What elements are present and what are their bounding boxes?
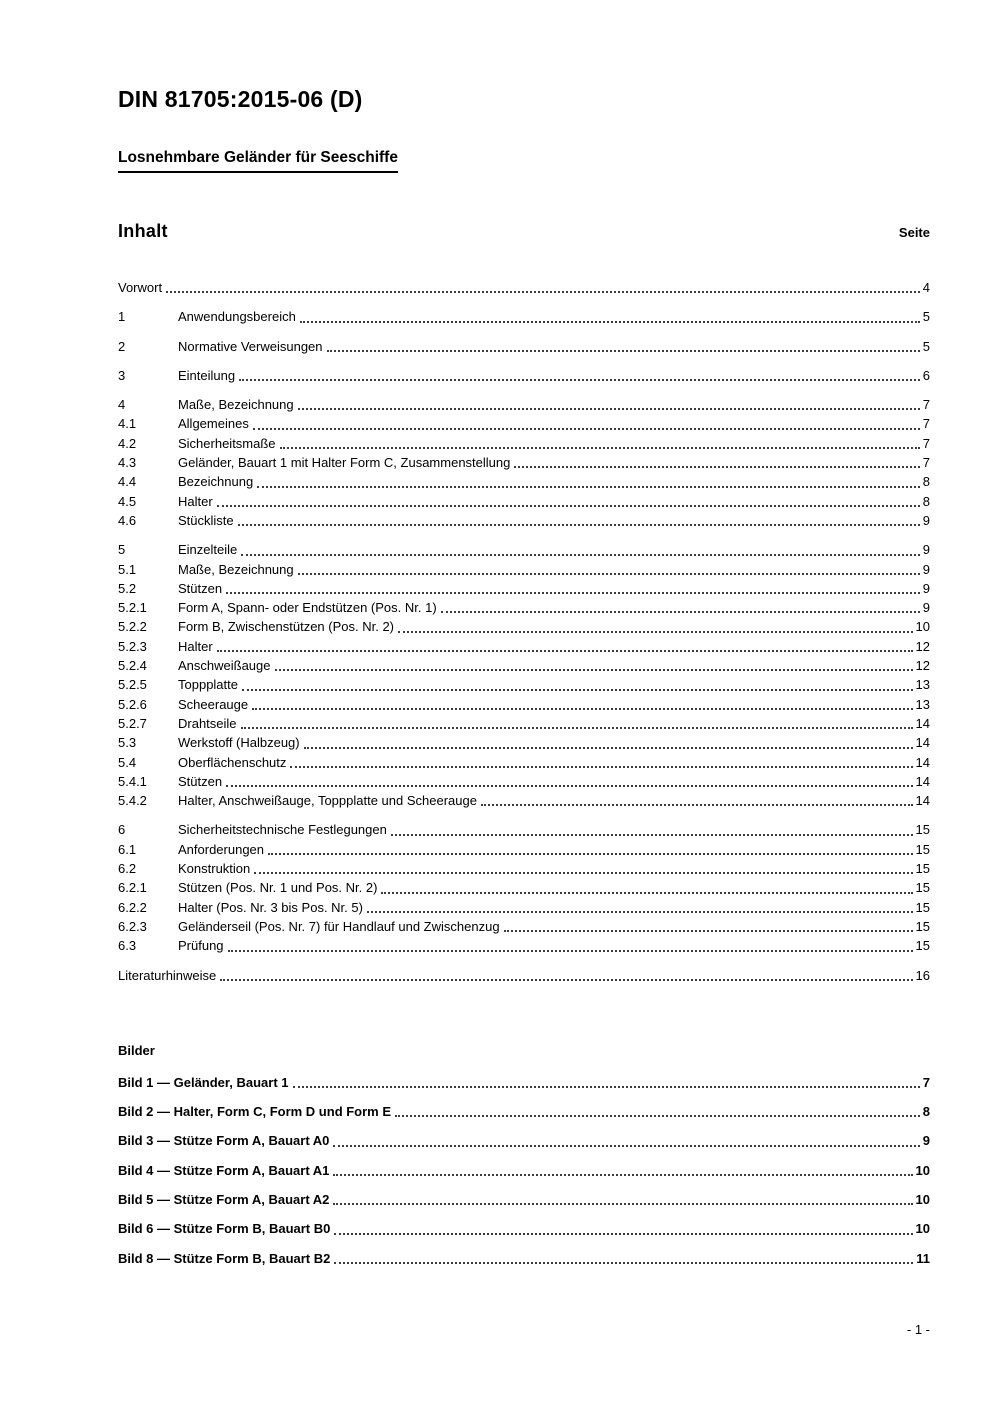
figures-heading: Bilder bbox=[118, 1042, 155, 1058]
toc-entry bbox=[118, 434, 930, 453]
toc-entry-page: 9 bbox=[922, 542, 930, 558]
toc-entry-number: 6.1 bbox=[118, 841, 137, 857]
toc-entry-title: Bild 8 — Stütze Form B, Bauart B2 bbox=[118, 1250, 331, 1266]
toc-entry-title: Allgemeines bbox=[178, 416, 249, 432]
toc-leader-dots bbox=[275, 669, 913, 671]
toc-entry bbox=[118, 878, 930, 897]
toc-entry-page: 8 bbox=[922, 1104, 930, 1120]
toc-entry bbox=[118, 656, 930, 675]
toc-entry-title: Anwendungsbereich bbox=[178, 309, 296, 325]
toc-entry-number: 5.2.7 bbox=[118, 715, 147, 731]
toc-entry-title: Geländer, Bauart 1 mit Halter Form C, Zusammenstellung bbox=[178, 455, 511, 471]
toc-entry-page: 15 bbox=[915, 822, 930, 838]
toc-header-row bbox=[118, 221, 930, 242]
toc-entry-page: 10 bbox=[915, 1162, 930, 1178]
figure-entry bbox=[118, 1161, 930, 1180]
toc-entry-page: 15 bbox=[915, 938, 930, 954]
toc-leader-dots bbox=[228, 950, 913, 952]
toc-entry bbox=[118, 560, 930, 579]
toc-entry-title: Halter bbox=[178, 638, 213, 654]
toc-entry bbox=[118, 936, 930, 955]
toc-entry bbox=[118, 733, 930, 752]
toc-entry bbox=[118, 366, 930, 385]
toc-entry-title: Halter (Pos. Nr. 3 bis Pos. Nr. 5) bbox=[178, 899, 363, 915]
toc-entry-title: Bild 1 — Geländer, Bauart 1 bbox=[118, 1074, 289, 1090]
toc-entry-page: 7 bbox=[922, 435, 930, 451]
toc-leader-dots bbox=[367, 911, 913, 913]
toc-entry-number: 6.2 bbox=[118, 861, 137, 877]
toc-leader-dots bbox=[217, 505, 920, 507]
toc-entry bbox=[118, 598, 930, 617]
toc-entry-page: 4 bbox=[922, 280, 930, 295]
toc-entry bbox=[118, 511, 930, 530]
toc-entry-title: Stützen bbox=[178, 580, 223, 596]
toc-entry-title: Vorwort bbox=[118, 280, 163, 295]
toc-entry-page: 7 bbox=[922, 416, 930, 432]
toc-entry-page: 15 bbox=[915, 861, 930, 877]
toc-entry-number: 4.1 bbox=[118, 416, 137, 432]
toc-entry-page: 5 bbox=[922, 338, 930, 354]
toc-entry bbox=[118, 414, 930, 433]
toc-leader-dots bbox=[481, 804, 913, 806]
toc-entry-number: 6.3 bbox=[118, 938, 137, 954]
toc-entry-page: 10 bbox=[915, 1221, 930, 1237]
doc-title: Losnehmbare Geländer für Seeschiffe bbox=[118, 149, 398, 173]
toc-leader-dots bbox=[300, 321, 920, 323]
toc-entry-page: 13 bbox=[915, 696, 930, 712]
toc-entry-number: 5.4.1 bbox=[118, 773, 147, 789]
toc-entry bbox=[118, 540, 930, 559]
toc-leader-dots bbox=[254, 872, 912, 874]
toc-leader-dots bbox=[327, 350, 920, 352]
toc-entry-page: 7 bbox=[922, 1074, 930, 1090]
toc-entry bbox=[118, 472, 930, 491]
toc-entry bbox=[118, 617, 930, 636]
toc-entry-title: Bild 2 — Halter, Form C, Form D und Form E bbox=[118, 1104, 392, 1120]
toc-entry bbox=[118, 772, 930, 791]
toc-entry-title: Einzelteile bbox=[178, 542, 238, 558]
toc-leader-dots bbox=[242, 689, 913, 691]
doc-number: DIN 81705:2015-06 (D) bbox=[118, 86, 363, 112]
toc-entry-number: 1 bbox=[118, 309, 126, 325]
toc-entry-page: 15 bbox=[915, 880, 930, 896]
toc-entry-page: 9 bbox=[922, 561, 930, 577]
toc-entry-page: 9 bbox=[922, 512, 930, 528]
toc-leader-dots bbox=[395, 1115, 920, 1117]
toc-entry-page: 14 bbox=[915, 793, 930, 809]
toc-leader-dots bbox=[166, 291, 920, 293]
toc-entry bbox=[118, 278, 930, 297]
toc-entry-page: 9 bbox=[922, 600, 930, 616]
toc-leader-dots bbox=[226, 785, 912, 787]
toc-entry bbox=[118, 337, 930, 356]
toc-entry-title: Halter, Anschweißauge, Toppplatte und Scheerauge bbox=[178, 793, 477, 809]
toc-entry-page: 14 bbox=[915, 735, 930, 751]
toc-entry-number: 4.5 bbox=[118, 493, 137, 509]
toc-entry-number: 6.2.2 bbox=[118, 899, 147, 915]
toc-entry-title: Bild 4 — Stütze Form A, Bauart A1 bbox=[118, 1162, 330, 1178]
toc-entry-title: Oberflächenschutz bbox=[178, 754, 287, 770]
toc-leader-dots bbox=[333, 1145, 919, 1147]
toc-entry-page: 10 bbox=[915, 1191, 930, 1207]
toc-entry-number: 6.2.1 bbox=[118, 880, 147, 896]
toc-entry-number: 5 bbox=[118, 542, 126, 558]
toc-entry bbox=[118, 492, 930, 511]
figure-entry bbox=[118, 1190, 930, 1209]
toc-entry-number: 5.2.1 bbox=[118, 600, 147, 616]
figure-entry bbox=[118, 1102, 930, 1121]
toc-entry-page: 7 bbox=[922, 397, 930, 413]
toc-entry-page: 13 bbox=[915, 677, 930, 693]
toc-entry-title: Werkstoff (Halbzeug) bbox=[178, 735, 300, 751]
toc-entry-title: Konstruktion bbox=[178, 861, 251, 877]
toc-entry-title: Stützen bbox=[178, 773, 223, 789]
toc-entry bbox=[118, 898, 930, 917]
toc-entry-title: Halter bbox=[178, 493, 213, 509]
figure-entry bbox=[118, 1219, 930, 1238]
toc-leader-dots bbox=[241, 554, 920, 556]
toc-entry bbox=[118, 395, 930, 414]
toc-entry-page: 12 bbox=[915, 658, 930, 674]
toc-entry-title: Toppplatte bbox=[178, 677, 238, 693]
toc-entry-title: Geländerseil (Pos. Nr. 7) für Handlauf und Zwischenzug bbox=[178, 918, 500, 934]
toc-entry-number: 4.2 bbox=[118, 435, 137, 451]
toc-leader-dots bbox=[268, 853, 913, 855]
toc-leader-dots bbox=[280, 447, 920, 449]
toc-leader-dots bbox=[293, 1086, 920, 1088]
toc-entry-title: Stückliste bbox=[178, 512, 234, 528]
toc-entry bbox=[118, 859, 930, 878]
toc-leader-dots bbox=[252, 708, 912, 710]
doc-title-row bbox=[118, 149, 930, 173]
toc-entry-page: 12 bbox=[915, 638, 930, 654]
toc-entry-page: 6 bbox=[922, 367, 930, 383]
toc-entry bbox=[118, 753, 930, 772]
toc-leader-dots bbox=[333, 1174, 912, 1176]
toc-leader-dots bbox=[398, 631, 913, 633]
figure-entry bbox=[118, 1131, 930, 1150]
toc-leader-dots bbox=[334, 1262, 913, 1264]
toc-entry bbox=[118, 453, 930, 472]
toc-entry-title: Bild 3 — Stütze Form A, Bauart A0 bbox=[118, 1133, 330, 1149]
toc-entry-title: Bild 6 — Stütze Form B, Bauart B0 bbox=[118, 1221, 331, 1237]
toc-entry-number: 5.2.2 bbox=[118, 619, 147, 635]
toc-leader-dots bbox=[514, 466, 919, 468]
toc-entry-title: Scheerauge bbox=[178, 696, 249, 712]
toc-leader-dots bbox=[241, 727, 913, 729]
toc-entry-page: 15 bbox=[915, 841, 930, 857]
toc-leader-dots bbox=[226, 592, 920, 594]
toc-entry-title: Bild 5 — Stütze Form A, Bauart A2 bbox=[118, 1191, 330, 1207]
toc-entry-number: 5.3 bbox=[118, 735, 137, 751]
toc-entry-title: Literaturhinweise bbox=[118, 967, 217, 983]
toc-leader-dots bbox=[441, 611, 920, 613]
toc-leader-dots bbox=[290, 766, 912, 768]
figure-entry bbox=[118, 1073, 930, 1092]
toc-entry bbox=[118, 791, 930, 810]
toc-entry-page: 7 bbox=[922, 455, 930, 471]
toc-entry bbox=[118, 714, 930, 733]
toc-entry-title: Maße, Bezeichnung bbox=[178, 561, 294, 577]
toc-entry-title: Sicherheitstechnische Festlegungen bbox=[178, 822, 387, 838]
toc-entry-number: 4.3 bbox=[118, 455, 137, 471]
toc-leader-dots bbox=[238, 524, 920, 526]
toc-entry-number: 3 bbox=[118, 367, 126, 383]
toc-entry-page: 11 bbox=[916, 1250, 930, 1266]
toc-entry-page: 5 bbox=[922, 309, 930, 325]
toc-leader-dots bbox=[217, 650, 913, 652]
toc-entry-number: 5.1 bbox=[118, 561, 137, 577]
toc-entry bbox=[118, 307, 930, 326]
toc-leader-dots bbox=[391, 834, 913, 836]
toc-entry bbox=[118, 637, 930, 656]
toc-entry-title: Drahtseile bbox=[178, 715, 237, 731]
toc-leader-dots bbox=[334, 1233, 912, 1235]
toc-entry-page: 14 bbox=[915, 715, 930, 731]
toc-entry-page: 14 bbox=[915, 773, 930, 789]
toc-entry bbox=[118, 820, 930, 839]
figure-entry bbox=[118, 1249, 930, 1268]
toc-leader-dots bbox=[304, 747, 913, 749]
toc-entry-number: 5.2 bbox=[118, 580, 137, 596]
toc-entry-number: 6 bbox=[118, 822, 126, 838]
toc-leader-dots bbox=[253, 428, 920, 430]
toc-entry-number: 5.4.2 bbox=[118, 793, 147, 809]
toc-leader-dots bbox=[220, 979, 912, 981]
toc-entry-page: 10 bbox=[915, 619, 930, 635]
toc-entry-number: 5.2.5 bbox=[118, 677, 147, 693]
toc-entry-title: Einteilung bbox=[178, 367, 236, 383]
toc-leader-dots bbox=[504, 930, 913, 932]
toc-entry-page: 16 bbox=[915, 967, 930, 983]
toc-leader-dots bbox=[298, 408, 920, 410]
toc-entry-number: 2 bbox=[118, 338, 126, 354]
toc-entry-page: 14 bbox=[915, 754, 930, 770]
toc-entry-number: 6.2.3 bbox=[118, 918, 147, 934]
toc-entry-page: 9 bbox=[922, 1133, 930, 1149]
toc-entry bbox=[118, 966, 930, 985]
page-number-footer: - 1 - bbox=[906, 1322, 930, 1337]
toc-leader-dots bbox=[257, 486, 920, 488]
toc-leader-dots bbox=[298, 573, 920, 575]
toc-leader-dots bbox=[333, 1203, 912, 1205]
toc-heading: Inhalt bbox=[118, 221, 168, 241]
toc-entry-title: Form B, Zwischenstützen (Pos. Nr. 2) bbox=[178, 619, 395, 635]
toc-entry-title: Normative Verweisungen bbox=[178, 338, 323, 354]
toc-list bbox=[118, 278, 930, 985]
toc-entry-page: 15 bbox=[915, 899, 930, 915]
toc-entry bbox=[118, 579, 930, 598]
toc-entry-title: Anschweißauge bbox=[178, 658, 271, 674]
page-column-label: Seite bbox=[898, 225, 930, 240]
toc-entry bbox=[118, 917, 930, 936]
toc-entry-number: 4.4 bbox=[118, 474, 137, 490]
toc-entry-page: 8 bbox=[922, 474, 930, 490]
toc-entry-number: 5.2.3 bbox=[118, 638, 147, 654]
toc-entry bbox=[118, 695, 930, 714]
toc-entry-page: 8 bbox=[922, 493, 930, 509]
toc-entry bbox=[118, 675, 930, 694]
toc-entry-page: 9 bbox=[922, 580, 930, 596]
toc-entry-title: Sicherheitsmaße bbox=[178, 435, 276, 451]
toc-entry-title: Maße, Bezeichnung bbox=[178, 397, 294, 413]
toc-leader-dots bbox=[381, 892, 912, 894]
toc-entry-title: Form A, Spann- oder Endstützen (Pos. Nr. 1) bbox=[178, 600, 437, 616]
toc-entry-number: 5.4 bbox=[118, 754, 137, 770]
toc-entry-title: Stützen (Pos. Nr. 1 und Pos. Nr. 2) bbox=[178, 880, 378, 896]
toc-entry bbox=[118, 840, 930, 859]
toc-entry-title: Prüfung bbox=[178, 938, 224, 954]
toc-entry-title: Anforderungen bbox=[178, 841, 265, 857]
toc-entry-page: 15 bbox=[915, 918, 930, 934]
toc-entry-number: 4.6 bbox=[118, 512, 137, 528]
toc-entry-number: 4 bbox=[118, 397, 126, 413]
toc-leader-dots bbox=[239, 379, 920, 381]
toc-entry-title: Bezeichnung bbox=[178, 474, 254, 490]
figures-list bbox=[118, 1073, 930, 1268]
toc-entry-number: 5.2.4 bbox=[118, 658, 147, 674]
toc-entry-number: 5.2.6 bbox=[118, 696, 147, 712]
